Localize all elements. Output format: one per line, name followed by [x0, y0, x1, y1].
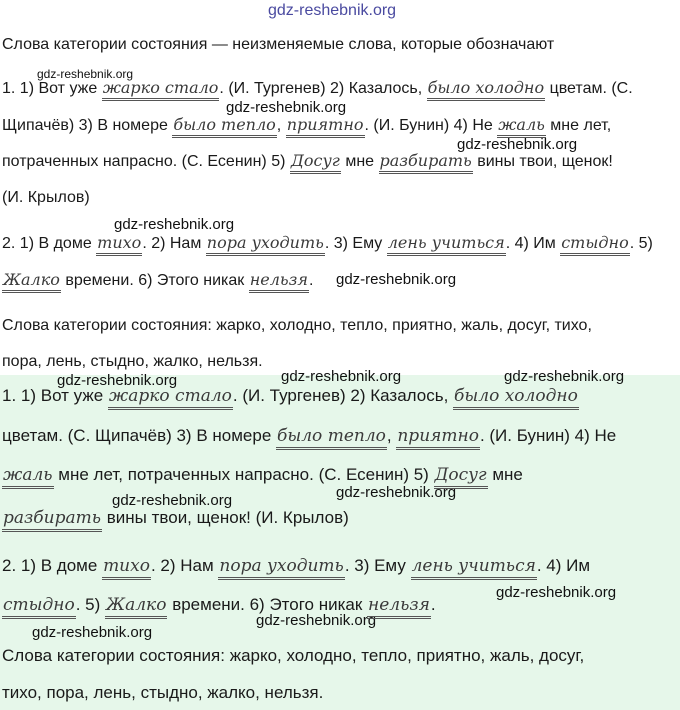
- intro-text: Слова категории состояния — неизменяемые слова, которые обозначают: [2, 36, 555, 53]
- state-word: разбирать: [2, 508, 102, 532]
- state-word: было тепло: [172, 115, 276, 138]
- watermark: gdz-reshebnik.org: [112, 492, 233, 509]
- summary-line-2: пора, лень, стыдно, жалко, нельзя.: [2, 353, 263, 370]
- watermark: gdz-reshebnik.org: [37, 67, 134, 81]
- exercise-2-line-2: Жалко времени. 6) Этого никак нельзя.: [2, 270, 313, 291]
- state-word: нельзя: [367, 595, 431, 619]
- state-word: стыдно: [2, 595, 76, 619]
- answer-1-line-2: цветам. (С. Щипачёв) 3) В номере было тепло, приятно. (И. Бунин) 4) Не: [2, 426, 616, 446]
- state-word: нельзя: [249, 270, 309, 293]
- state-word: было холодно: [453, 386, 579, 410]
- state-word: жарко стало: [108, 386, 233, 410]
- state-word: было холодно: [427, 78, 546, 101]
- watermark: gdz-reshebnik.org: [256, 612, 377, 629]
- watermark: gdz-reshebnik.org: [457, 136, 578, 153]
- answer-1-line-4: разбирать вины твои, щенок! (И. Крылов): [2, 508, 349, 528]
- watermark: gdz-reshebnik.org: [496, 584, 617, 601]
- watermark: gdz-reshebnik.org: [114, 216, 235, 233]
- state-word: лень учиться: [411, 556, 537, 580]
- state-word: жаль: [2, 465, 54, 489]
- state-word: Жалко: [105, 595, 167, 619]
- exercise-1-line-3: потраченных напрасно. (С. Есенин) 5) Досуг мне разбирать вины твои, щенок!: [2, 151, 613, 172]
- watermark: gdz-reshebnik.org: [336, 484, 457, 501]
- state-word: разбирать: [379, 151, 473, 174]
- state-word: Досуг: [434, 465, 488, 489]
- watermark: gdz-reshebnik.org: [336, 271, 457, 288]
- answer-summary-line-2: тихо, пора, лень, стыдно, жалко, нельзя.: [2, 683, 324, 702]
- state-word: было тепло: [276, 426, 387, 450]
- state-word: приятно: [396, 426, 480, 450]
- exercise-2-line-1: 2. 1) В доме тихо. 2) Нам пора уходить. 3) Ему лень учиться. 4) Им стыдно. 5): [2, 233, 653, 254]
- watermark: gdz-reshebnik.org: [32, 624, 153, 641]
- state-word: жаль: [497, 115, 546, 138]
- state-word: тихо: [102, 556, 151, 580]
- watermark: gdz-reshebnik.org: [57, 372, 178, 389]
- answer-1-line-3: жаль мне лет, потраченных напрасно. (С. Есенин) 5) Досуг мне: [2, 465, 523, 485]
- answer-1-line-1: 1. 1) Вот уже жарко стало. (И. Тургенев) 2) Казалось, было холодно: [2, 386, 579, 406]
- state-word: пора уходить: [218, 556, 344, 580]
- exercise-1-line-4: (И. Крылов): [2, 189, 90, 206]
- state-word: Досуг: [290, 151, 341, 174]
- state-word: пора уходить: [206, 233, 325, 256]
- watermark: gdz-reshebnik.org: [281, 368, 402, 385]
- watermark: gdz-reshebnik.org: [504, 368, 625, 385]
- watermark: gdz-reshebnik.org: [268, 2, 397, 19]
- state-word: лень учиться: [387, 233, 506, 256]
- answer-summary-line-1: Слова категории состояния: жарко, холодно, тепло, приятно, жаль, досуг,: [2, 646, 585, 665]
- summary-line-1: Слова категории состояния: жарко, холодно, тепло, приятно, жаль, досуг, тихо,: [2, 317, 592, 334]
- exercise-1-line-1: 1. 1) Вот уже жарко стало. (И. Тургенев) 2) Казалось, было холодно цветам. (С.: [2, 78, 633, 99]
- state-word: жарко стало: [102, 78, 220, 101]
- watermark: gdz-reshebnik.org: [226, 99, 347, 116]
- state-word: Жалко: [2, 270, 61, 293]
- answer-2-line-1: 2. 1) В доме тихо. 2) Нам пора уходить. 3) Ему лень учиться. 4) Им: [2, 556, 590, 576]
- state-word: приятно: [286, 115, 365, 138]
- state-word: стыдно: [560, 233, 629, 256]
- state-word: тихо: [96, 233, 142, 256]
- answer-2-line-2: стыдно. 5) Жалко времени. 6) Этого никак нельзя.: [2, 595, 436, 615]
- exercise-1-line-2: Щипачёв) 3) В номере было тепло, приятно. (И. Бунин) 4) Не жаль мне лет,: [2, 115, 611, 136]
